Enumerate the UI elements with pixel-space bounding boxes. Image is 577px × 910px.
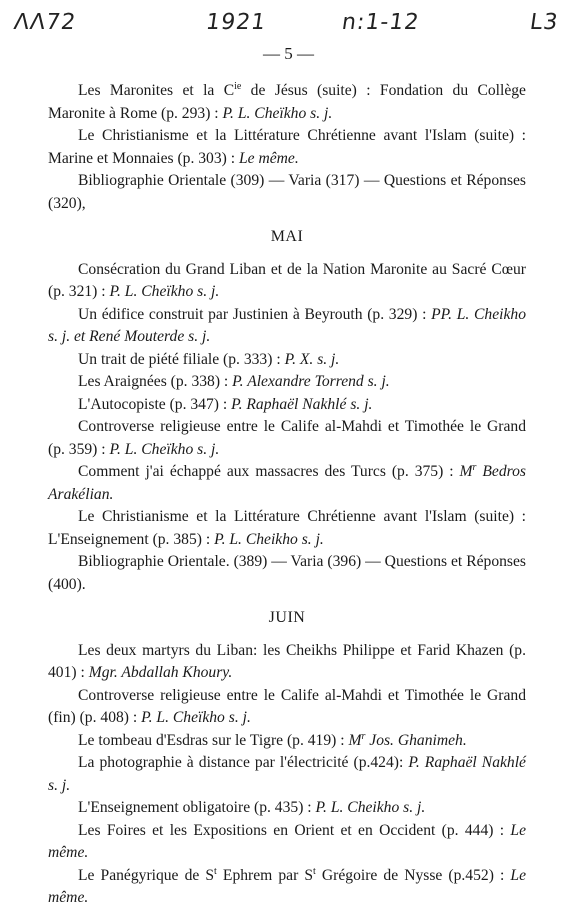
entry-author — [239, 150, 299, 167]
entry-author — [231, 396, 372, 413]
entry-superscript: t — [214, 865, 217, 877]
entry-title-continued: de Jésus (suite) : Fondation du Collège Maronite à Rome (p. 293) : — [48, 82, 526, 122]
entry-title: L'Enseignement obligatoire (p. 435) : — [78, 799, 316, 816]
entry-author — [110, 441, 220, 458]
toc-entry — [48, 752, 526, 797]
toc-entry — [48, 865, 526, 910]
entry-title-continued: Ephrem par S — [216, 866, 314, 884]
toc-entry — [48, 170, 526, 215]
entry-author — [232, 373, 390, 390]
entry-author-text: P. Raphaël Nakhlé s. j. — [48, 754, 526, 794]
entry-title: Les Foires et les Expositions en Orient et en Occident (p. 444) : — [78, 821, 511, 839]
entry-superscript: ie — [234, 80, 242, 92]
handwritten-note-left: ΛΛ72 — [12, 10, 78, 35]
entry-author — [316, 799, 426, 816]
entry-author-text: M — [348, 731, 362, 749]
toc-entry — [48, 685, 526, 730]
entry-author-superscript: r — [361, 730, 366, 742]
toc-entry — [48, 259, 526, 304]
toc-entry — [48, 125, 526, 170]
section-title-mai: MAI — [270, 228, 304, 245]
toc-entry — [48, 797, 526, 820]
toc-entry — [48, 730, 526, 753]
entry-title: Comment j'ai échappé aux massacres des Turcs (p. 375) : — [78, 463, 460, 480]
toc-entry — [48, 416, 526, 461]
table-of-contents — [48, 80, 526, 910]
entry-author-text: Le même. — [238, 149, 299, 167]
handwritten-year: 1921 — [204, 10, 268, 35]
toc-entry — [48, 551, 526, 596]
entry-author-text: P. L. Cheikho s. j. — [214, 530, 324, 548]
entry-author-text: P. L. Cheïkho s. j. — [109, 283, 220, 300]
entry-title: Un édifice construit par Justinien à Beyrouth (p. 329) : — [78, 305, 432, 323]
entry-author — [285, 351, 340, 368]
entry-title: Le Panégyrique de S — [78, 866, 215, 884]
entry-author — [223, 105, 333, 122]
entry-author — [89, 664, 233, 681]
toc-entry — [48, 304, 526, 349]
entry-author-text: Le même. — [48, 866, 526, 906]
entry-title: Controverse religieuse entre le Calife al-Mahdi et Timothée le Grand (fin) (p. 408) : — [48, 686, 526, 726]
entry-author-text: PP. L. Cheikho s. j. et René Mouterde s. j. — [48, 305, 526, 345]
toc-entry — [48, 640, 526, 685]
entry-title: L'Autocopiste (p. 347) : — [78, 395, 232, 413]
entry-author — [110, 283, 220, 300]
entry-title-continued: Grégoire de Nysse (p.452) : — [315, 866, 511, 884]
entry-title: Bibliographie Orientale. (389) — Varia (396) — Questions et Réponses (400). — [48, 553, 526, 593]
entry-author-superscript: r — [472, 461, 477, 473]
entry-author-text: P. X. s. j. — [284, 350, 340, 368]
entry-author-text: M — [459, 463, 473, 480]
entry-title: Les Araignées (p. 338) : — [78, 373, 233, 390]
juin-entries — [48, 640, 526, 910]
entry-title: Consécration du Grand Liban et de la Nation Maronite au Sacré Cœur (p. 321) : — [48, 260, 526, 300]
section-title-juin: JUIN — [268, 609, 306, 626]
entry-author-text: P. L. Cheïkho s. j. — [141, 709, 251, 726]
toc-entry — [48, 394, 526, 417]
toc-entry — [48, 371, 526, 394]
toc-entry — [48, 820, 526, 865]
entry-title: La photographie à distance par l'électricité (p.424): — [78, 754, 409, 771]
page-number: — 5 — — [263, 44, 314, 63]
entry-author-text: Mgr. Abdallah Khoury. — [88, 664, 233, 681]
entry-title: Le Christianisme et la Littérature Chrétienne avant l'Islam (suite) : Marine et Monnaies (p. 303) : — [48, 127, 526, 167]
entry-author-text: Jos. Ghanimeh. — [365, 731, 467, 749]
entry-title: Le tombeau d'Esdras sur le Tigre (p. 419) : — [78, 731, 349, 749]
entry-title: Les deux martyrs du Liban: les Cheikhs Philippe et Farid Khazen (p. 401) : — [48, 641, 526, 681]
toc-entry — [48, 349, 526, 372]
toc-entry — [48, 461, 526, 506]
avril-entries — [48, 80, 526, 215]
entry-title: Controverse religieuse entre le Calife al-Mahdi et Timothée le Grand (p. 359) : — [48, 418, 526, 458]
entry-author-text: P. L. Cheïkho s. j. — [222, 104, 333, 122]
entry-title: Un trait de piété filiale (p. 333) : — [78, 350, 285, 368]
entry-author-text: P. Raphaël Nakhlé s. j. — [231, 395, 373, 413]
entry-author — [141, 709, 251, 726]
entry-author-text: P. L. Cheïkho s. j. — [109, 440, 220, 458]
toc-entry — [48, 506, 526, 551]
mai-entries — [48, 259, 526, 597]
handwritten-issue-numbers: n:1-12 — [340, 10, 422, 35]
entry-author-text: Bedros Arakélian. — [48, 463, 526, 503]
entry-author-text: Le même. — [48, 821, 526, 861]
entry-title: Le Christianisme et la Littérature Chrétienne avant l'Islam (suite) : L'Enseignement (p. 385) : — [48, 508, 526, 548]
entry-superscript: t — [313, 865, 316, 877]
entry-author-text: P. Alexandre Torrend s. j. — [232, 373, 390, 390]
entry-author — [214, 531, 324, 548]
entry-author — [348, 732, 466, 749]
entry-author-text: P. L. Cheikho s. j. — [315, 799, 426, 816]
toc-entry — [48, 80, 526, 125]
entry-title: Les Maronites et la C — [78, 82, 235, 99]
entry-title: Bibliographie Orientale (309) — Varia (317) — Questions et Réponses (320), — [48, 172, 526, 212]
handwritten-note-right: L3 — [528, 10, 561, 35]
